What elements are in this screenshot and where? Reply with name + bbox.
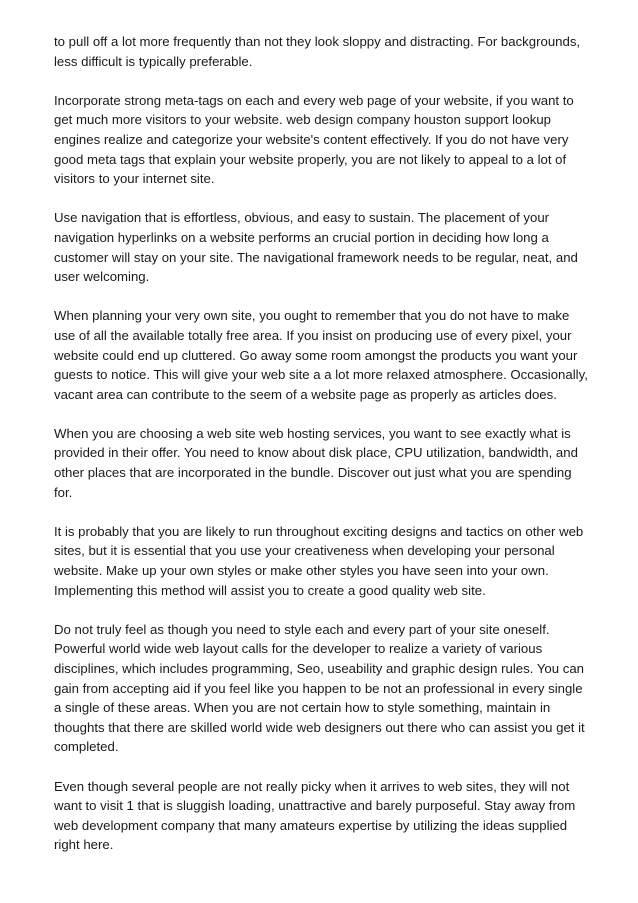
paragraph-1: to pull off a lot more frequently than not they look sloppy and distracting. For backgrounds, less difficult is typically preferable. — [54, 34, 581, 69]
paragraph-3: Use navigation that is effortless, obvious, and easy to sustain. The placement of your navigation hyperlinks on a website performs an crucial portion in deciding how long a customer will stay on your site. The navigational framework needs to be regular, neat, and user welcoming. — [54, 210, 578, 285]
paragraph-5: When you are choosing a web site web hosting services, you want to see exactly what is provided in their offer. You need to know about disk place, CPU utilization, bandwidth, and other places that are incorporated in the bundle. Discover out just what you are spending for. — [54, 425, 578, 500]
paragraph-4: When planning your very own site, you ought to remember that you do not have to make use of all the available totally free area. If you insist on producing use of every pixel, your website could end up cluttered. Go away some room amongst the products you want your guests to notice. This will give your web site a a lot more relaxed atmosphere. Occasionally, vacant area can contribute to the seem of a website page as properly as articles does. — [54, 308, 588, 402]
paragraph-6: It is probably that you are likely to run throughout exciting designs and tactics on other web sites, but it is essential that you use your creativeness when developing your personal website. Make up your own styles or make other styles you have seen into your own. Implementing this method will assist you to create a good quality web site. — [54, 523, 584, 598]
paragraph-8: Even though several people are not really picky when it arrives to web sites, they will not want to visit 1 that is sluggish loading, unattractive and barely purposeful. Stay away from web development company that many amateurs expertise by utilizing the ideas supplied right here. — [54, 778, 576, 853]
document-body — [54, 32, 590, 875]
paragraph-7: Do not truly feel as though you need to style each and every part of your site oneself. Powerful world wide web layout calls for the developer to realize a variety of various disciplines, which includes programming, Seo, useability and graphic design rules. You can gain from accepting aid if you feel like you happen to be not an professional in every single a single of these areas. When you are not certain how to style something, maintain in thoughts that there are skilled world wide web designers out there who can assist you get it completed. — [54, 621, 585, 755]
paragraph-2: Incorporate strong meta-tags on each and every web page of your website, if you want to get much more visitors to your website. web design company houston support lookup engines realize and categorize your website's content effectively. If you do not have very good meta tags that explain your website properly, you are not likely to appeal to a lot of visitors to your internet site. — [54, 92, 574, 187]
